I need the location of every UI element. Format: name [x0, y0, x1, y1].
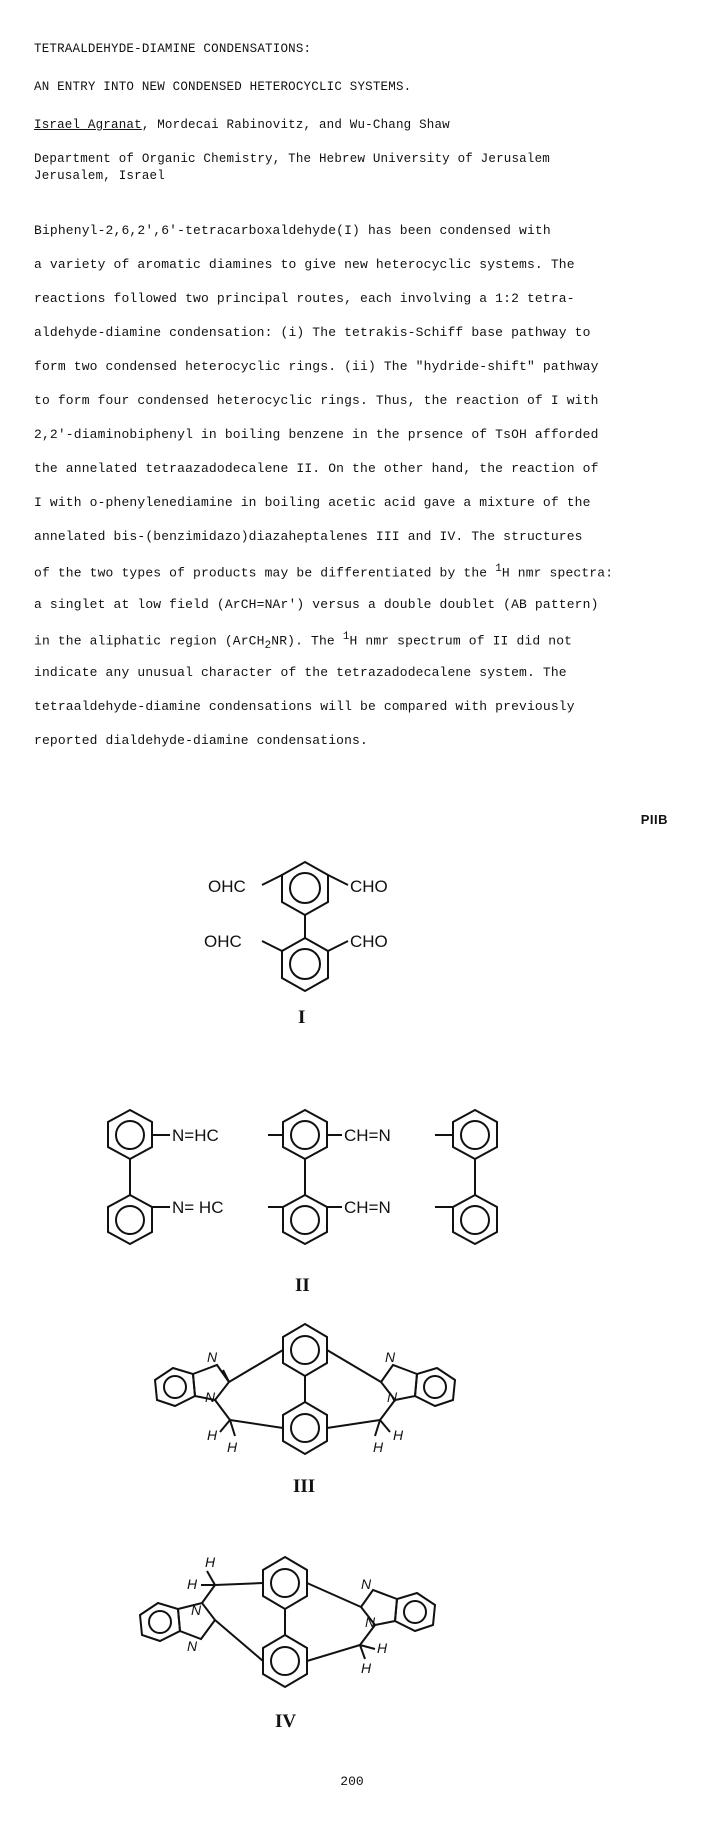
abstract-line: to form four condensed heterocyclic rings. Thus, the reaction of I with [34, 393, 599, 408]
imine-group: CH=N [344, 1198, 391, 1217]
abstract-line [34, 563, 613, 580]
atom-n: N [387, 1389, 398, 1405]
first-author: Israel Agranat [34, 118, 142, 132]
text-run: H nmr spectra: [501, 565, 614, 581]
compound-label: IV [275, 1711, 297, 1732]
abstract-line: the annelated tetraazadodecalene II. On the other hand, the reaction of [34, 461, 599, 476]
substituent-cho: CHO [350, 932, 388, 951]
abstract-line: reported dialdehyde-diamine condensations. [34, 733, 368, 748]
compound-label: II [295, 1275, 310, 1296]
structure-IV [135, 1545, 475, 1755]
atom-h: H [377, 1640, 388, 1656]
bond [328, 875, 348, 885]
atom-h: H [207, 1427, 218, 1443]
atom-n: N [361, 1576, 372, 1592]
text-run: H nmr spectrum of II did not [349, 633, 573, 649]
substituent-cho: OHC [204, 932, 242, 951]
biphenyl-left [108, 1110, 152, 1244]
bond [262, 941, 282, 951]
author-line [34, 118, 450, 132]
text-run: NR). The [271, 633, 343, 649]
abstract-line: I with o-phenylenediamine in boiling acetic acid gave a mixture of the [34, 495, 591, 510]
abstract-line: aldehyde-diamine condensation: (i) The tetrakis-Schiff base pathway to [34, 325, 591, 340]
benzene-ring-bottom [282, 938, 328, 991]
text-run: in the aliphatic region (ArCH [34, 633, 265, 649]
structure-III [135, 1310, 475, 1520]
abstract-line: indicate any unusual character of the tetrazadodecalene system. The [34, 665, 567, 680]
biphenyl-core [283, 1110, 327, 1244]
central-biphenyl [283, 1324, 327, 1454]
central-biphenyl [263, 1557, 307, 1687]
abstract-line: Biphenyl-2,6,2',6'-tetracarboxaldehyde(I) has been condensed with [34, 223, 551, 238]
biphenyl-right [453, 1110, 497, 1244]
paper-title-line-2: AN ENTRY INTO NEW CONDENSED HETEROCYCLIC SYSTEMS. [34, 80, 412, 94]
imine-group: N= HC [172, 1198, 224, 1217]
subscript: 2 [264, 639, 272, 652]
other-authors: , Mordecai Rabinovitz, and Wu-Chang Shaw [141, 118, 450, 132]
atom-h: H [361, 1660, 372, 1676]
atom-n: N [205, 1389, 216, 1405]
superscript: 1 [342, 631, 350, 643]
substituent-cho: OHC [208, 877, 246, 896]
abstract-line: tetraaldehyde-diamine condensations will be compared with previously [34, 699, 575, 714]
compound-label: III [293, 1476, 316, 1497]
structure-II [90, 1095, 570, 1315]
text-run: of the two types of products may be differentiated by the [34, 565, 496, 581]
affiliation-line-2: Jerusalem, Israel [34, 169, 165, 183]
substituent-cho: CHO [350, 877, 388, 896]
bond [262, 875, 282, 885]
atom-h: H [187, 1576, 198, 1592]
atom-h: H [227, 1439, 238, 1455]
paper-title-line-1: TETRAALDEHYDE-DIAMINE CONDENSATIONS: [34, 42, 312, 56]
benzene-ring-top [282, 862, 328, 915]
abstract-line: annelated bis-(benzimidazo)diazaheptalenes III and IV. The structures [34, 529, 583, 544]
abstract-line: reactions followed two principal routes, each involving a 1:2 tetra- [34, 291, 575, 306]
abstract-line: a singlet at low field (ArCH=NAr') versus a double doublet (AB pattern) [34, 597, 599, 612]
superscript: 1 [495, 563, 502, 575]
abstract-line: form two condensed heterocyclic rings. (ii) The "hydride-shift" pathway [34, 359, 599, 374]
benzimidazole-left [155, 1365, 229, 1406]
atom-h: H [205, 1554, 216, 1570]
bond [328, 941, 348, 951]
affiliation-line-1: Department of Organic Chemistry, The Hebrew University of Jerusalem [34, 152, 550, 166]
atom-n: N [191, 1602, 202, 1618]
atom-h: H [393, 1427, 404, 1443]
benzimidazole-left [140, 1603, 215, 1641]
page-number: 200 [340, 1774, 364, 1789]
atom-h: H [373, 1439, 384, 1455]
atom-n: N [385, 1349, 396, 1365]
section-code: PIIB [640, 812, 668, 827]
abstract-line: 2,2'-diaminobiphenyl in boiling benzene in the prsence of TsOH afforded [34, 427, 599, 442]
imine-group: N=HC [172, 1126, 219, 1145]
atom-n: N [207, 1349, 218, 1365]
atom-n: N [187, 1638, 198, 1654]
atom-n: N [365, 1614, 376, 1630]
structure-I [190, 850, 430, 1050]
compound-label: I [298, 1007, 306, 1028]
abstract-line [34, 631, 572, 652]
imine-group: CH=N [344, 1126, 391, 1145]
abstract-line: a variety of aromatic diamines to give new heterocyclic systems. The [34, 257, 575, 272]
